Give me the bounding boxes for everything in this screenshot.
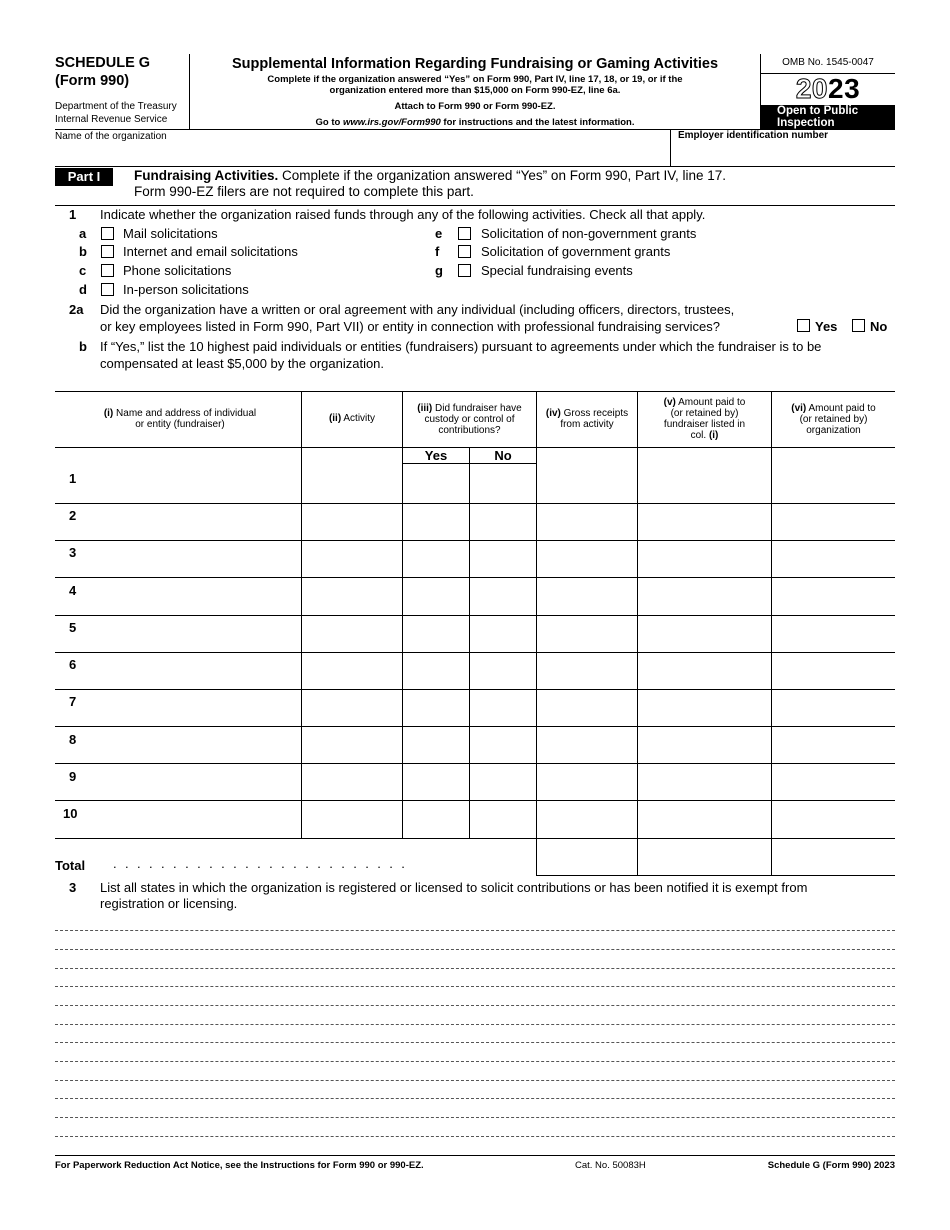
activity-g-letter: g	[435, 263, 443, 278]
col-custody-header: (iii) Did fundraiser have custody or control of contributions?	[417, 403, 522, 436]
activity-f-letter: f	[435, 244, 440, 259]
omb-box	[760, 54, 895, 130]
form-page	[55, 0, 895, 1230]
total-label: Total	[55, 858, 86, 873]
table-row: 6	[69, 657, 77, 672]
website-instruction: Go to www.irs.gov/Form990 for instructions and the latest information.	[315, 117, 635, 128]
tax-year: 2023	[795, 73, 861, 104]
attach-instruction: Attach to Form 990 or Form 990-EZ.	[394, 101, 556, 112]
fundraisers-table	[55, 391, 895, 876]
completion-instruction: Complete if the organization answered “Yes” on Form 990, Part IV, line 17, 18, or 19, or if the organization entered more than $15,000 on Form 990-EZ, line 6a.	[267, 74, 683, 96]
special-events-checkbox[interactable]	[458, 264, 471, 277]
table-row: 9	[69, 769, 77, 784]
activity-d-letter: d	[79, 282, 87, 297]
states-entry-line[interactable]	[55, 1098, 895, 1099]
internet-solicitations-label: Internet and email solicitations	[123, 244, 298, 259]
org-name-label: Name of the organization	[55, 131, 167, 142]
col-name-header: (i) Name and address of individual or entity (fundraiser)	[103, 408, 257, 430]
ein-label: Employer identification number	[678, 130, 829, 141]
special-events-label: Special fundraising events	[481, 263, 633, 278]
footer-rule	[55, 1155, 895, 1156]
agreement-no-label: No	[870, 319, 888, 334]
line-2a-text-1: Did the organization have a written or oral agreement with any individual (including officers, directors, trustees,	[100, 302, 735, 317]
form-header	[55, 54, 895, 130]
table-row: 1	[69, 471, 77, 486]
states-entry-line[interactable]	[55, 968, 895, 969]
in-person-solicitations-label: In-person solicitations	[123, 282, 249, 297]
table-row: 5	[69, 620, 77, 635]
mail-solicitations-checkbox[interactable]	[101, 227, 114, 240]
states-entry-line[interactable]	[55, 1042, 895, 1043]
footer-form-id: Schedule G (Form 990) 2023	[767, 1160, 895, 1171]
paperwork-notice: For Paperwork Reduction Act Notice, see the Instructions for Form 990 or 990-EZ.	[55, 1160, 424, 1171]
table-row: 10	[63, 806, 78, 821]
catalog-number: Cat. No. 50083H	[575, 1160, 646, 1171]
agreement-no-checkbox[interactable]	[852, 319, 865, 332]
line-3-number: 3	[69, 880, 77, 895]
table-row: 3	[69, 545, 77, 560]
states-entry-line[interactable]	[55, 1117, 895, 1118]
organization-name-row	[55, 131, 895, 167]
states-entry-line[interactable]	[55, 986, 895, 987]
activity-c-letter: c	[79, 263, 87, 278]
table-row: 2	[69, 508, 77, 523]
government-grants-label: Solicitation of government grants	[481, 244, 671, 259]
states-entry-line[interactable]	[55, 1136, 895, 1137]
schedule-label: SCHEDULE G	[55, 55, 151, 71]
phone-solicitations-label: Phone solicitations	[123, 263, 232, 278]
table-row: 8	[69, 732, 77, 747]
line-1-text: Indicate whether the organization raised funds through any of the following activities. Check all that apply.	[100, 207, 706, 222]
states-entry-line[interactable]	[55, 1080, 895, 1081]
custody-no-header: No	[494, 448, 512, 463]
org-name-field[interactable]	[55, 144, 665, 166]
activity-b-letter: b	[79, 244, 87, 259]
line-3-text-1: List all states in which the organization is registered or licensed to solicit contributions or has been notified it is exempt from	[100, 880, 808, 895]
irs-link[interactable]: www.irs.gov/Form990	[342, 117, 441, 128]
schedule-id-box	[55, 54, 190, 130]
line-2a-number: 2a	[69, 302, 84, 317]
phone-solicitations-checkbox[interactable]	[101, 264, 114, 277]
states-entry-line[interactable]	[55, 930, 895, 931]
activity-a-letter: a	[79, 226, 87, 241]
col-gross-receipts-header: (iv) Gross receipts from activity	[545, 408, 629, 430]
line-1-number: 1	[69, 207, 77, 222]
agreement-yes-checkbox[interactable]	[797, 319, 810, 332]
table-row: 4	[69, 583, 77, 598]
agreement-yes-label: Yes	[815, 319, 838, 334]
line-3-text-2: registration or licensing.	[100, 896, 238, 911]
activity-e-letter: e	[435, 226, 443, 241]
line-2a-text-2: or key employees listed in Form 990, Part VII) or entity in connection with professional fundraising services?	[100, 319, 720, 334]
states-entry-line[interactable]	[55, 1005, 895, 1006]
states-entry-line[interactable]	[55, 1024, 895, 1025]
in-person-solicitations-checkbox[interactable]	[101, 283, 114, 296]
form-number: (Form 990)	[55, 73, 130, 89]
col-paid-fundraiser-header: (v) Amount paid to (or retained by) fundraiser listed in col. (i)	[663, 397, 746, 441]
line-2b-text-1: If “Yes,” list the 10 highest paid individuals or entities (fundraisers) pursuant to agreements under which the fundraiser is to be	[100, 339, 822, 354]
department-label: Department of the Treasury Internal Revenue Service	[55, 101, 177, 125]
form-title: Supplemental Information Regarding Fundraising or Gaming Activities	[231, 56, 719, 72]
internet-solicitations-checkbox[interactable]	[101, 245, 114, 258]
title-box	[191, 54, 759, 130]
states-entry-line[interactable]	[55, 949, 895, 950]
mail-solicitations-label: Mail solicitations	[123, 226, 218, 241]
non-government-grants-checkbox[interactable]	[458, 227, 471, 240]
open-to-public-badge: Open to Public Inspection	[761, 105, 895, 130]
part-1-badge: Part I	[55, 168, 113, 186]
part-1-rule	[55, 205, 895, 206]
government-grants-checkbox[interactable]	[458, 245, 471, 258]
line-2b-number: b	[79, 339, 87, 354]
omb-number: OMB No. 1545-0047	[761, 54, 895, 74]
custody-yes-header: Yes	[424, 448, 448, 463]
col-paid-organization-header: (vi) Amount paid to (or retained by) organization	[791, 403, 876, 436]
states-entry-line[interactable]	[55, 1061, 895, 1062]
ein-box	[670, 130, 895, 167]
table-row: 7	[69, 694, 77, 709]
ein-field[interactable]	[678, 141, 895, 163]
non-government-grants-label: Solicitation of non-government grants	[481, 226, 697, 241]
line-2b-text-2: compensated at least $5,000 by the organization.	[100, 356, 385, 371]
part-1-heading: Fundraising Activities. Complete if the organization answered “Yes” on Form 990, Part IV, line 17. Form 990-EZ filers are not required to complete this part.	[134, 168, 727, 199]
col-activity-header: (ii) Activity	[328, 413, 376, 424]
total-leader-dots: .........................	[113, 856, 414, 871]
